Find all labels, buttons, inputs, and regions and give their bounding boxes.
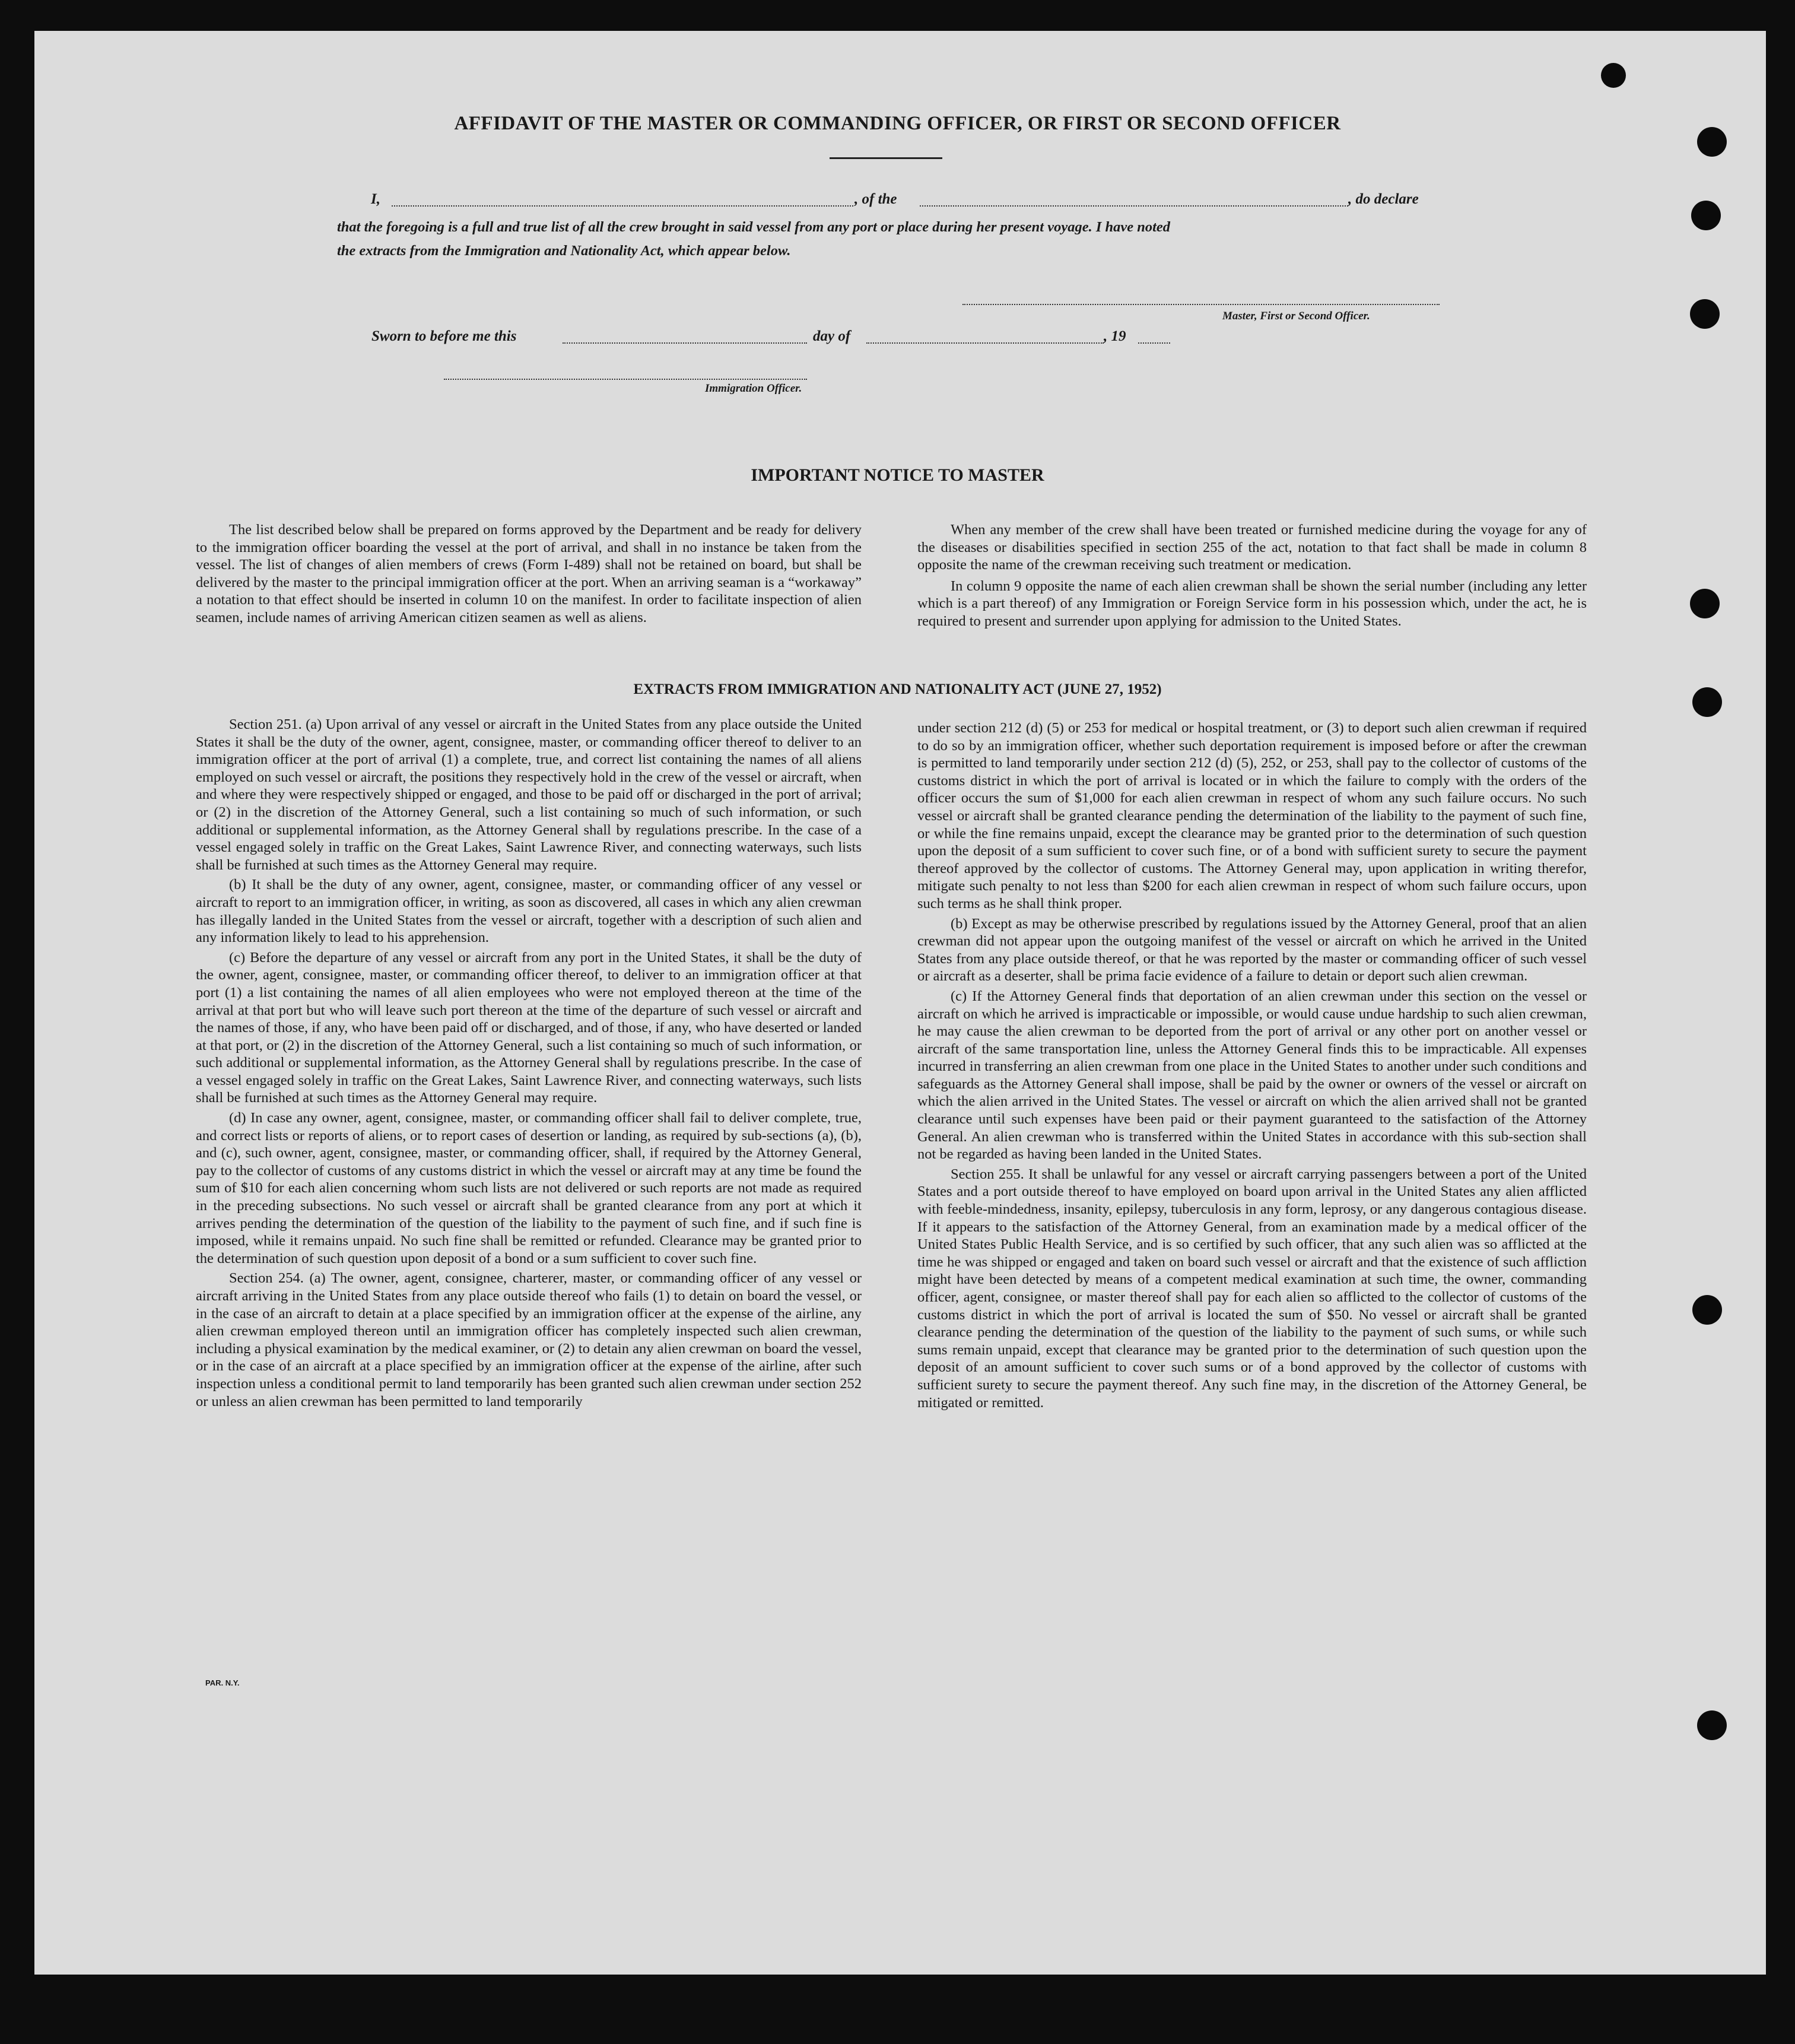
title-divider [830, 157, 942, 159]
printer-mark: PAR. N.Y. [205, 1678, 240, 1687]
declaration-line-3: the extracts from the Immigration and Nationality Act, which appear below. [337, 243, 791, 259]
master-signature-label: Master, First or Second Officer. [1222, 310, 1370, 322]
punch-hole [1690, 299, 1720, 329]
extracts-title: EXTRACTS FROM IMMIGRATION AND NATIONALITY ACT (JUNE 27, 1952) [633, 681, 1162, 697]
section-254-a: Section 254. (a) The owner, agent, consignee, charterer, master, or commanding officer of any vessel or aircraft arriving in the United States from any place outside thereof who fails (1) to detain on board the vessel, or in the case of an aircraft to detain at a place specified by an immigration officer at the expense of the airline, any alien crewman employed thereon until an immigration officer has completely inspected such alien crewman, including a physical examination by the medical examiner, or (2) to detain any alien crewman on board the vessel, or in the case of an aircraft at a place specified by an immigration officer at the expense of the airline, after such inspection unless a conditional permit to land temporarily has been granted such alien crewman under section 252 or unless an alien crewman has been permitted to land temporarily [196, 1270, 862, 1410]
notice-right-paragraph-2: In column 9 opposite the name of each alien crewman shall be shown the serial number (including any letter which is a part thereof) of any Immigration or Foreign Service form in his possession which, under the act, he is required to present and surrender upon applying for admission to the United States. [917, 577, 1587, 629]
extracts-right-column [917, 719, 1587, 1414]
year-prefix: , 19 [1104, 328, 1126, 344]
vessel-field[interactable] [920, 205, 1348, 207]
section-254-a-continued: under section 212 (d) (5) or 253 for medical or hospital treatment, or (3) to deport such alien crewman if required to do so by an immigration officer, whether such deportation requirement is imposed before or after the crewman is permitted to land temporarily under section 212 (d) (5), 252, or 253, shall pay to the collector of customs of the customs district in which the port of arrival is located or in which the failure to comply with the orders of the officer occurs the sum of $1,000 for each alien crewman in respect of whom any such failure occurs. No such vessel or aircraft shall be granted clearance pending the determination of the liability to the payment of such fine, or while the fine remains unpaid, except the clearance may be granted prior to the determination of such question upon the deposit of a sum sufficient to cover such fine, or of a bond with sufficient surety to secure the payment thereof approved by the collector of customs. The Attorney General may, upon application in writing therefor, mitigate such penalty to not less than $200 for each alien crewman in respect of whom such failure occurs, upon such terms as he shall think proper. [917, 720, 1587, 912]
punch-hole [1690, 589, 1720, 618]
declaration-do-declare: , do declare [1348, 191, 1419, 207]
section-254-b: (b) Except as may be otherwise prescribed by regulations issued by the Attorney General, proof that an alien crewman did not appear upon the outgoing manifest of the vessel or aircraft on which he arrived in the United States from any place outside thereof, or that he was reported by the master or commanding officer of such vessel or aircraft as a deserter, shall be prima facie evidence of a failure to detain or deport such alien crewman. [917, 915, 1587, 985]
sworn-year-field[interactable] [1138, 342, 1170, 344]
punch-hole [1601, 63, 1626, 88]
master-signature-line[interactable] [962, 304, 1440, 305]
punch-hole [1697, 1710, 1727, 1740]
declaration-of-the: , of the [854, 191, 897, 207]
officer-signature-label: Immigration Officer. [705, 382, 802, 395]
section-251-b: (b) It shall be the duty of any owner, agent, consignee, master, or commanding officer of any vessel or aircraft to report to an immigration officer, in writing, as soon as discovered, all cases in which any alien crewman has illegally landed in the United States from the vessel or aircraft, together with a description of such alien and any information likely to lead to his apprehension. [196, 877, 862, 946]
declaration-i: I, [371, 191, 380, 207]
officer-signature-line[interactable] [444, 379, 807, 380]
notice-left-paragraph: The list described below shall be prepared on forms approved by the Department and be ready for delivery to the immigration officer boarding the vessel at the port of arrival, and shall in no instance be taken from the vessel. The list of changes of alien members of crews (Form I-489) shall not be retained on board, but shall be delivered by the master to the principal immigration officer at the port. When an arriving seaman is a “workaway” a notation to that effect should be inserted in column 10 on the manifest. In order to facilitate inspection of alien seamen, include names of arriving American citizen seamen as well as aliens. [196, 522, 862, 626]
section-254-c: (c) If the Attorney General finds that deportation of an alien crewman under this section on the vessel or aircraft on which he arrived is impracticable or impossible, or would cause undue hardship to such alien crewman, he may cause the alien crewman to be deported from the port of arrival or any other port on another vessel or aircraft of the same transportation line, unless the Attorney General finds this to be impracticable. All expenses incurred in transferring an alien crewman from one place in the United States to another under such conditions and safeguards as the Attorney General shall impose, shall be paid by the owner or owners of the vessel or aircraft on which the alien arrived in the United States. The vessel or aircraft on which the alien arrived shall not be granted clearance until such expenses have been paid or their payment guaranteed to the satisfaction of the Attorney General. An alien crewman who is transferred within the United States in accordance with this sub-section shall not be regarded as having been landed in the United States. [917, 988, 1587, 1163]
sworn-before: Sworn to before me this [371, 328, 517, 344]
section-251-d: (d) In case any owner, agent, consignee, master, or commanding officer shall fail to deliver complete, true, and correct lists or reports of aliens, or to report cases of desertion or landing, as required by sub-sections (a), (b), and (c), such owner, agent, consignee, master, or commanding officer, shall, if required by the Attorney General, pay to the collector of customs of any customs district in which the vessel or aircraft may at any time be found the sum of $10 for each alien concerning whom such lists are not delivered or such reports are not made as required in the preceding subsections. No such vessel or aircraft shall be granted clearance from any port at which it arrives pending the determination of the question of the liability to the payment of such fine, and if such fine is imposed, while it remains unpaid. No such fine shall be remitted or refunded. Clearance may be granted prior to the determination of such question upon deposit of a bond or a sum sufficient to cover such fine. [196, 1110, 862, 1267]
declaration-line-2: that the foregoing is a full and true list of all the crew brought in said vessel from any port or place during her present voyage. I have noted [337, 219, 1171, 235]
day-of-label: day of [813, 328, 851, 344]
section-255: Section 255. It shall be unlawful for any vessel or aircraft carrying passengers between a port of the United States and a port outside thereof to have employed on board upon arrival in the United States any alien afflicted with feeble-mindedness, insanity, epilepsy, tuberculosis in any form, leprosy, or any dangerous contagious disease. If it appears to the satisfaction of the Attorney General, from an examination made by a medical officer of the United States Public Health Service, and is so certified by such officer, that any such alien was so afflicted at the time he was shipped or engaged and taken on board such vessel or aircraft and that the existence of such affliction might have been detected by means of a competent medical examination at such time, the owner, commanding officer, agent, consignee, or master thereof shall pay for each alien so afflicted to the collector of customs of the customs district in which the port of arrival is located the sum of $50. No vessel or aircraft shall be granted clearance pending the determination of the question of the liability to the payment of such sums, or while such sums remain unpaid, except that clearance may be granted prior to the determination of such question upon the deposit of an amount sufficient to cover such sums or of a bond approved by the collector of customs with sufficient surety to secure the payment thereof. Any such fine may, in the discretion of the Attorney General, be mitigated or remitted. [917, 1166, 1587, 1411]
affidavit-title: AFFIDAVIT OF THE MASTER OR COMMANDING OFFICER, OR FIRST OR SECOND OFFICER [454, 113, 1341, 134]
sworn-day-field[interactable] [563, 342, 807, 344]
punch-hole [1691, 201, 1721, 230]
notice-right-paragraph-1: When any member of the crew shall have been treated or furnished medicine during the voyage for any of the diseases or disabilities specified in section 255 of the act, notation to that fact shall be made in column 8 opposite the name of the crewman receiving such treatment or medication. [917, 522, 1587, 573]
extracts-left-column [196, 716, 862, 1413]
section-251-a: Section 251. (a) Upon arrival of any vessel or aircraft in the United States from any place outside the United States it shall be the duty of the owner, agent, consignee, master, or commanding officer thereof to deliver to an immigration officer at the port of arrival (1) a complete, true, and correct list containing the names of all aliens employed on such vessel or aircraft, the positions they respectively hold in the crew of the vessel or aircraft, when and where they were respectively shipped or engaged, and those to be paid off or discharged in the port of arrival; or (2) in the discretion of the Attorney General, such a list containing so much of such information, or such additional or supplemental information, as the Attorney General shall by regulations prescribe. In the case of a vessel engaged solely in traffic on the Great Lakes, Saint Lawrence River, and connecting waterways, such lists shall be furnished at such times as the Attorney General may require. [196, 716, 862, 873]
sworn-month-field[interactable] [866, 342, 1104, 344]
name-field[interactable] [392, 205, 853, 207]
notice-left-column [196, 521, 862, 629]
notice-title: IMPORTANT NOTICE TO MASTER [751, 465, 1044, 485]
notice-right-column [917, 521, 1587, 633]
punch-hole [1692, 1295, 1722, 1325]
section-251-c: (c) Before the departure of any vessel or aircraft from any port in the United States, it shall be the duty of the owner, agent, consignee, master, or commanding officer thereof, to deliver to an immigration officer at that port (1) a list containing the names of all alien employees who were not employed thereon at the time of the arrival at that port but who will leave such port thereon at the time of the departure of such vessel or aircraft and the names of those, if any, who have been paid off or discharged, and of those, if any, who have deserted or landed at that port, or (2) in the discretion of the Attorney General, such a list containing so much of such information, or such additional or supplemental information, as the Attorney General shall by regulations prescribe. In the case of a vessel engaged solely in traffic on the Great Lakes, Saint Lawrence River, and connecting waterways, such lists shall be furnished at such times as the Attorney General may require. [196, 949, 862, 1106]
